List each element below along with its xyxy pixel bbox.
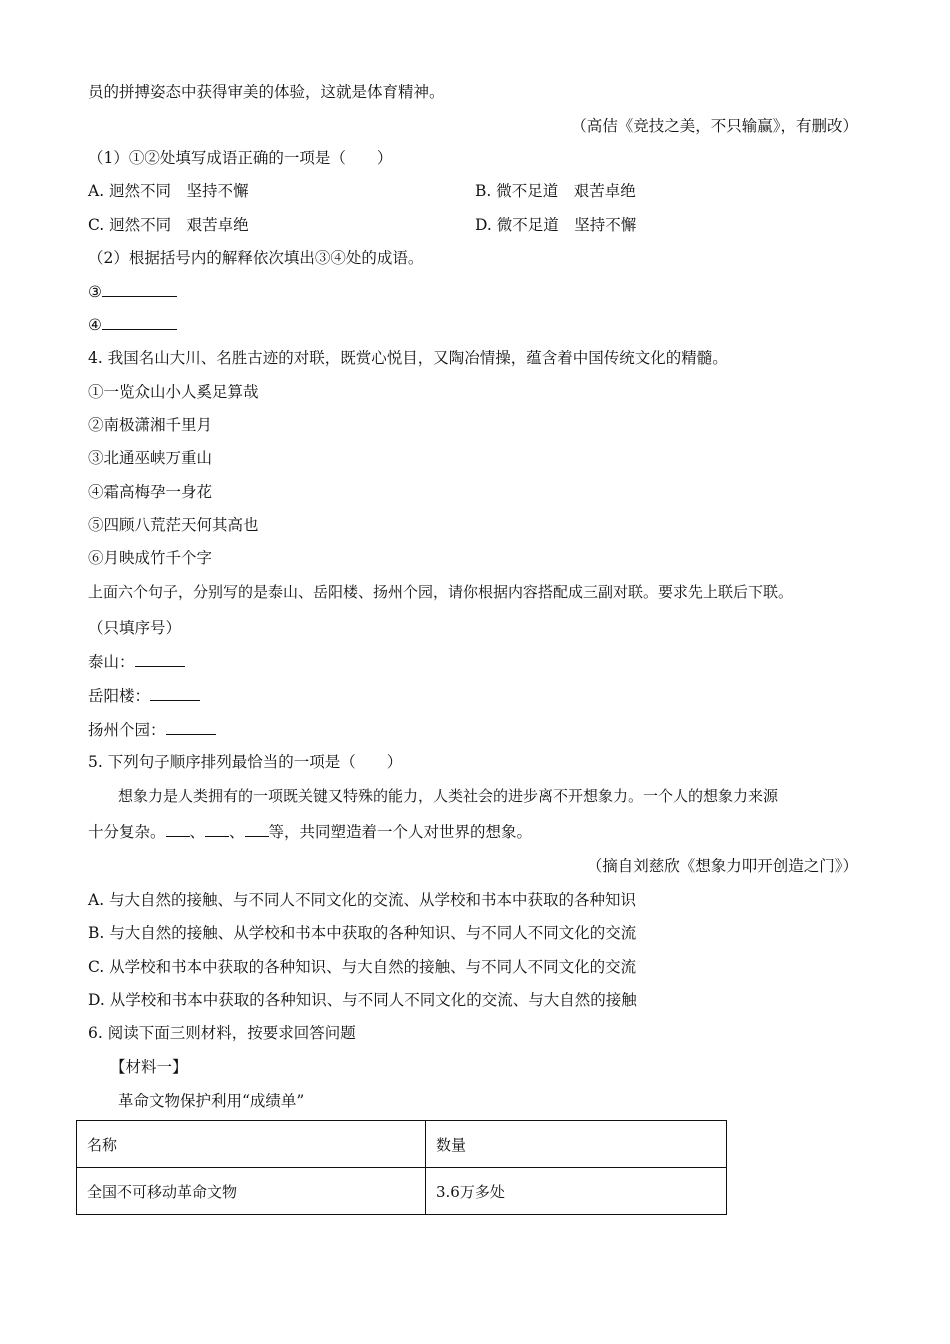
option-c: C. 迥然不同 艰苦卓绝 <box>88 216 249 234</box>
answer-taishan-row <box>88 652 185 672</box>
table-title: 革命文物保护利用“成绩单” <box>118 1092 305 1110</box>
blank-3-label: ③ <box>88 283 102 301</box>
question-4-stem: 4. 我国名山大川、名胜古迹的对联，既赏心悦目，又陶冶情操，蕴含着中国传统文化的精髓。 <box>88 349 728 367</box>
passage-end: 员的拼搏姿态中获得审美的体验，这就是体育精神。 <box>88 83 445 101</box>
question-3-1-stem: （1）①②处填写成语正确的一项是（ ） <box>88 149 393 167</box>
sentence-1: ①一览众山小人奚足算哉 <box>88 383 259 401</box>
table-header-row <box>77 1121 727 1168</box>
answer-taishan-label: 泰山： <box>88 653 135 671</box>
answer-geyuan-label: 扬州个园： <box>88 721 166 739</box>
table-cell-name: 全国不可移动革命文物 <box>77 1168 426 1215</box>
question-5-source: （摘自刘慈欣《想象力叩开创造之门》） <box>586 857 858 875</box>
blank-4-row <box>88 315 177 335</box>
score-table <box>76 1120 727 1215</box>
question-4-note: （只填序号） <box>88 619 182 637</box>
table-row <box>77 1168 727 1215</box>
q5-option-c: C. 从学校和书本中获取的各种知识、与大自然的接触、与不同人不同文化的交流 <box>88 958 637 976</box>
answer-yueyang-row <box>88 686 200 706</box>
question-6-stem: 6. 阅读下面三则材料，按要求回答问题 <box>88 1024 356 1042</box>
material-label: 【材料一】 <box>110 1058 188 1076</box>
question-5-stem: 5. 下列句子顺序排列最恰当的一项是（ ） <box>88 753 403 771</box>
question-3-2-stem: （2）根据括号内的解释依次填出③④处的成语。 <box>88 249 424 267</box>
passage-line2-end: 等，共同塑造着一个人对世界的想象。 <box>268 823 533 841</box>
answer-geyuan-field[interactable] <box>166 720 216 735</box>
blank-4-field[interactable] <box>102 315 177 330</box>
q5-option-a: A. 与大自然的接触、与不同人不同文化的交流、从学校和书本中获取的各种知识 <box>88 891 637 909</box>
option-b: B. 微不足道 艰苦卓绝 <box>475 182 636 200</box>
blank-3-row <box>88 282 177 302</box>
sentence-4: ④霜高梅孕一身花 <box>88 483 213 501</box>
passage-line2-start: 十分复杂。 <box>88 823 166 841</box>
question-4-instruction: 上面六个句子，分别写的是泰山、岳阳楼、扬州个园，请你根据内容搭配成三副对联。要求先上联后下联。 <box>88 583 794 601</box>
question-5-passage-line2 <box>88 822 532 842</box>
order-blank-2[interactable] <box>205 822 229 837</box>
sentence-5: ⑤四顾八荒茫天何其高也 <box>88 516 259 534</box>
order-sep-1: 、 <box>189 823 206 841</box>
blank-4-label: ④ <box>88 316 102 334</box>
table-cell-quantity: 3.6万多处 <box>426 1168 727 1215</box>
answer-yueyang-field[interactable] <box>150 686 200 701</box>
option-d: D. 微不足道 坚持不懈 <box>475 216 637 234</box>
passage-source: （高佶《竞技之美，不只输赢》，有删改） <box>571 117 858 135</box>
answer-yueyang-label: 岳阳楼： <box>88 687 151 705</box>
option-a: A. 迥然不同 坚持不懈 <box>88 182 249 200</box>
order-sep-2: 、 <box>229 823 245 841</box>
sentence-6: ⑥月映成竹千个字 <box>88 549 213 567</box>
table-header-quantity: 数量 <box>426 1121 727 1168</box>
answer-geyuan-row <box>88 720 216 740</box>
q5-option-d: D. 从学校和书本中获取的各种知识、与不同人不同文化的交流、与大自然的接触 <box>88 991 637 1009</box>
blank-3-field[interactable] <box>102 282 177 297</box>
answer-taishan-field[interactable] <box>135 652 185 667</box>
sentence-3: ③北通巫峡万重山 <box>88 449 213 467</box>
sentence-2: ②南极潇湘千里月 <box>88 416 213 434</box>
order-blank-1[interactable] <box>166 822 190 837</box>
question-5-passage-line1: 想象力是人类拥有的一项既关键又特殊的能力，人类社会的进步离不开想象力。一个人的想象力来源 <box>118 787 779 805</box>
q5-option-b: B. 与大自然的接触、从学校和书本中获取的各种知识、与不同人不同文化的交流 <box>88 924 637 942</box>
table-header-name: 名称 <box>77 1121 426 1168</box>
order-blank-3[interactable] <box>245 822 269 837</box>
